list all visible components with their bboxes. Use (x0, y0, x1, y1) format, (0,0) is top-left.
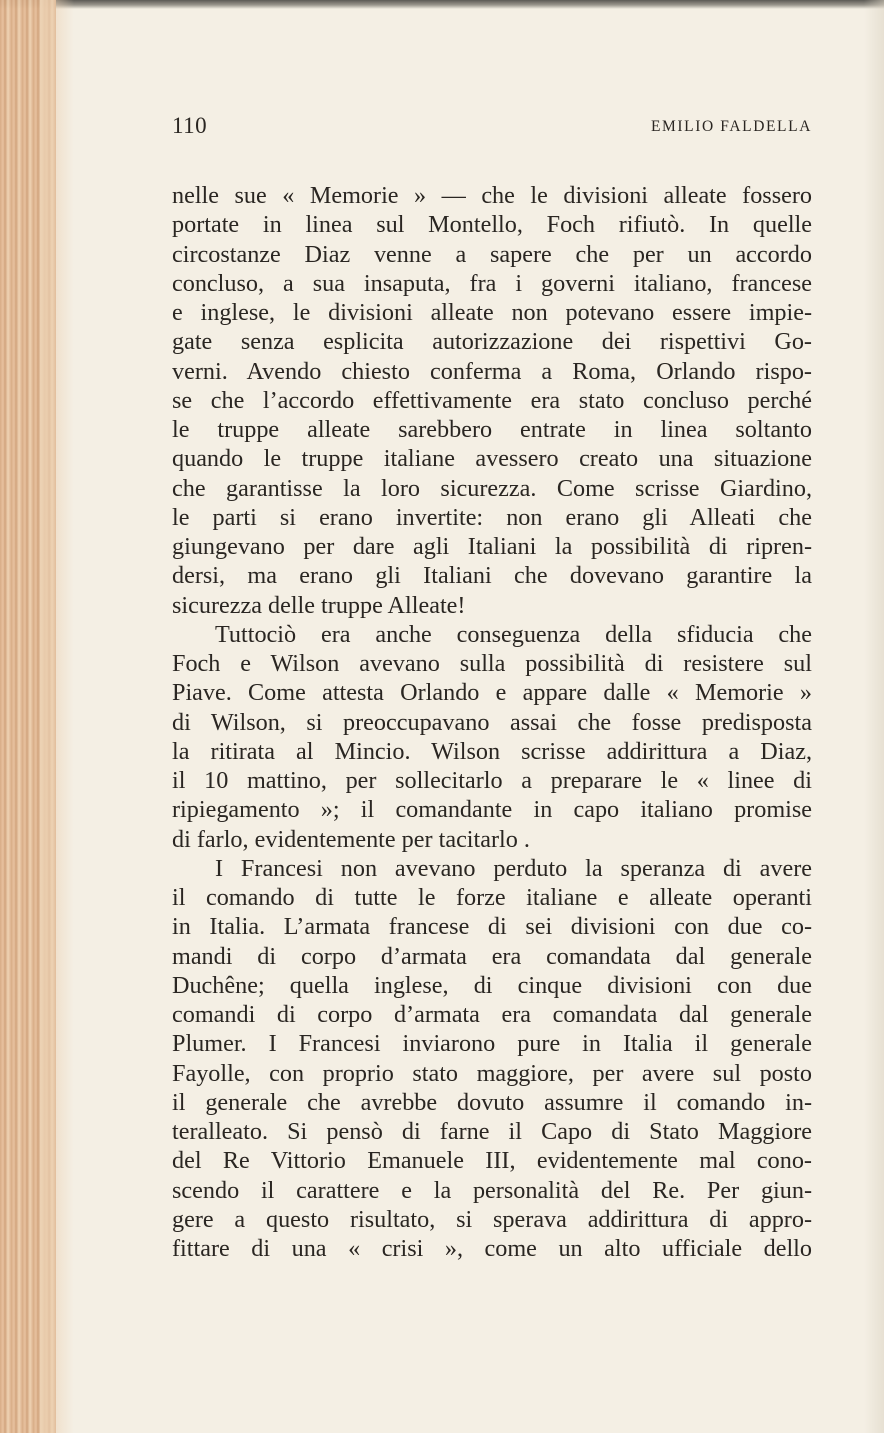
text-line: che garantisse la loro sicurezza. Come scrisse Giardino, (172, 474, 812, 502)
text-line: le parti si erano invertite: non erano gli Alleati che (172, 503, 812, 531)
body-text (172, 181, 812, 1263)
text-line: concluso, a sua insaputa, fra i governi italiano, francese (172, 269, 812, 297)
text-line: circostanze Diaz venne a sapere che per un accordo (172, 240, 812, 268)
text-line: gere a questo risultato, si sperava addirittura di appro- (172, 1205, 812, 1233)
page-number: 110 (172, 113, 208, 138)
text-line: del Re Vittorio Emanuele III, evidentemente mal cono- (172, 1147, 812, 1175)
text-line: quando le truppe italiane avessero creato una situazione (172, 445, 812, 473)
page-edge-fade (40, 0, 74, 1433)
text-line: di farlo, evidentemente per tacitarlo . (172, 825, 530, 853)
text-line: il comando di tutte le forze italiane e alleate operanti (172, 884, 812, 911)
text-line: nelle sue « Memorie » — che le divisioni alleate fossero (172, 182, 812, 209)
text-line: Foch e Wilson avevano sulla possibilità di resistere sul (172, 650, 812, 677)
text-line: in Italia. L’armata francese di sei divisioni con due co- (172, 913, 812, 941)
page-right-shade (864, 0, 884, 1433)
text-line: Tuttociò era anche conseguenza della sfiducia che (215, 620, 812, 648)
text-line: sicurezza delle truppe Alleate! (172, 591, 466, 619)
page-top-shadow (0, 0, 884, 9)
text-line: giungevano per dare agli Italiani la possibilità di ripren- (172, 533, 812, 560)
text-line: ripiegamento »; il comandante in capo italiano promise (172, 796, 812, 824)
text-line: Plumer. I Francesi inviarono pure in Italia il generale (172, 1030, 812, 1058)
text-line: Piave. Come attesta Orlando e appare dalle « Memorie » (172, 679, 812, 707)
text-line: Fayolle, con proprio stato maggiore, per avere sul posto (172, 1059, 812, 1087)
text-line: verni. Avendo chiesto conferma a Roma, Orlando rispo- (172, 357, 812, 385)
text-line: comandi di corpo d’armata era comandata dal generale (172, 1001, 812, 1028)
paragraph-3 (172, 854, 812, 1264)
text-line: le truppe alleate sarebbero entrate in linea soltanto (172, 416, 812, 443)
page-header (172, 113, 812, 143)
text-line: dersi, ma erano gli Italiani che dovevano garantire la (172, 562, 812, 590)
text-line: Duchêne; quella inglese, di cinque divisioni con due (172, 971, 812, 999)
text-line: scendo il carattere e la personalità del Re. Per giun- (172, 1176, 812, 1204)
text-line: e inglese, le divisioni alleate non potevano essere impie- (172, 299, 812, 326)
text-line: fittare di una « crisi », come un alto ufficiale dello (172, 1235, 812, 1262)
text-line: il 10 mattino, per sollecitarlo a preparare le « linee di (172, 767, 812, 794)
text-line: la ritirata al Mincio. Wilson scrisse addirittura a Diaz, (172, 737, 812, 765)
paragraph-1 (172, 181, 812, 620)
text-line: gate senza esplicita autorizzazione dei rispettivi Go- (172, 328, 812, 356)
text-line: se che l’accordo effettivamente era stato concluso perché (172, 386, 812, 414)
text-line: portate in linea sul Montello, Foch rifiutò. In quelle (172, 211, 812, 239)
running-head: EMILIO FALDELLA (650, 118, 812, 135)
text-line: il generale che avrebbe dovuto assumre il comando in- (172, 1088, 812, 1116)
paragraph-2 (172, 620, 812, 854)
text-line: mandi di corpo d’armata era comandata dal generale (172, 942, 812, 970)
text-line: I Francesi non avevano perduto la speranza di avere (215, 854, 812, 882)
text-line: di Wilson, si preoccupavano assai che fosse predisposta (172, 708, 812, 736)
text-line: teralleato. Si pensò di farne il Capo di Stato Maggiore (172, 1118, 812, 1145)
